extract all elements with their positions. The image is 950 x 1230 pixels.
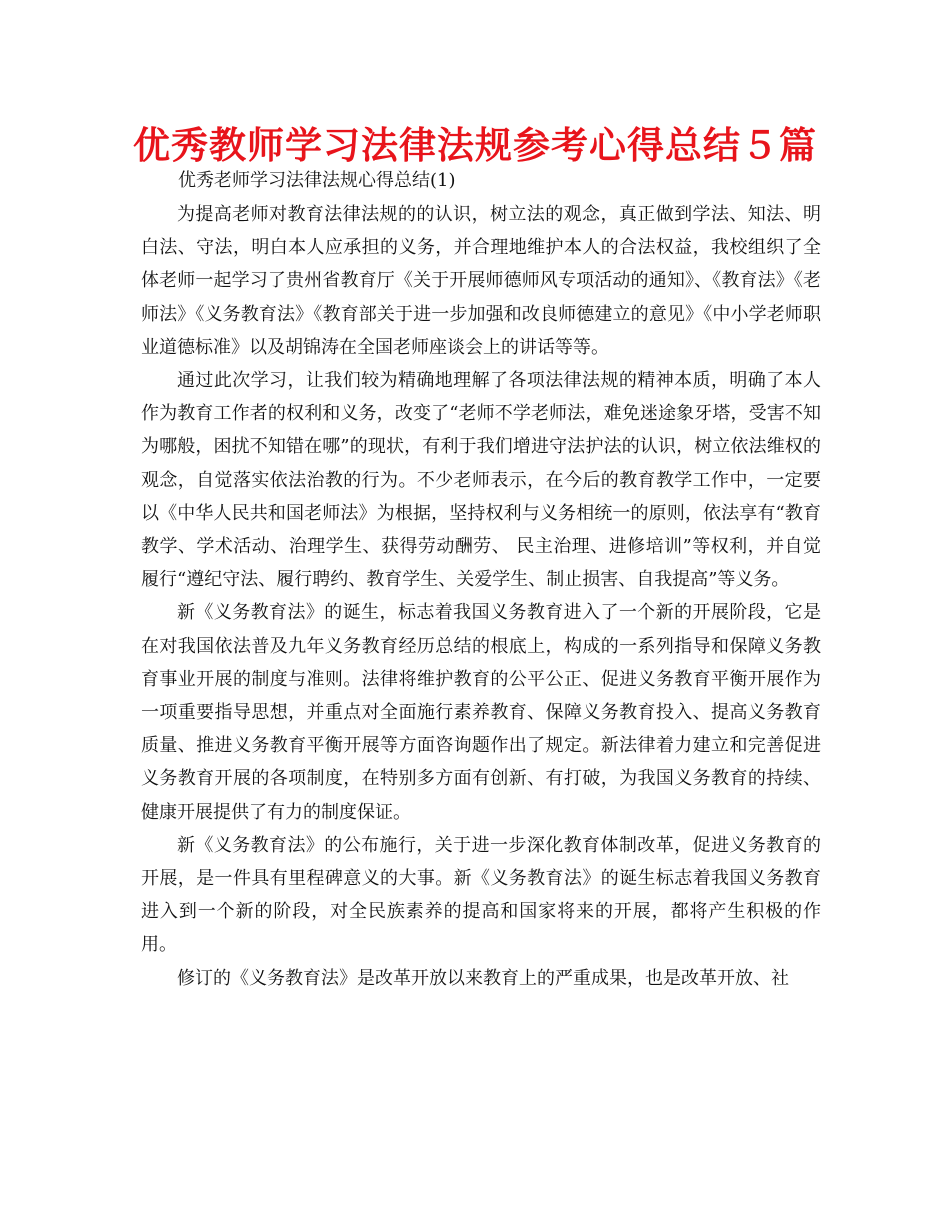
document-subtitle: 优秀老师学习法律法规心得总结(1) [178,170,456,191]
paragraph: 为提高老师对教育法律法规的的认识，树立法的观念，真正做到学法、知法、明白法、守法，明白本人应承担的义务，并合理地维护本人的合法权益，我校组织了全体老师一起学习了贵州省教育厅《关于开展师德师风专项活动的通知》、《教育法》《老师法》《义务教育法》《教育部关于进一步加强和改良师德建立的意见》《中小学老师职业道德标准》以及胡锦涛在全国老师座谈会上的讲话等等。 [141,204,821,358]
paragraph: 新《义务教育法》的诞生，标志着我国义务教育进入了一个新的开展阶段，它是在对我国依法普及九年义务教育经历总结的根底上，构成的一系列指导和保障义务教育事业开展的制度与准则。法律将维护教育的公平公正、促进义务教育平衡开展作为一项重要指导思想，并重点对全面施行素养教育、保障义务教育投入、提高义务教育质量、推进义务教育平衡开展等方面咨询题作出了规定。新法律着力建立和完善促进义务教育开展的各项制度，在特别多方面有创新、有打破，为我国义务教育的持续、健康开展提供了有力的制度保证。 [141,602,821,823]
paragraph: 修订的《义务教育法》是改革开放以来教育上的严重成果，也是改革开放、社 [177,967,789,989]
document-body [141,198,821,995]
document-title: 优秀教师学习法律法规参考心得总结５篇 [133,124,817,167]
paragraph: 新《义务教育法》的公布施行，关于进一步深化教育体制改革，促进义务教育的开展，是一件具有里程碑意义的大事。新《义务教育法》的诞生标志着我国义务教育进入到一个新的阶段，对全民族素养的提高和国家将来的开展，都将产生积极的作用。 [141,834,821,956]
paragraph: 通过此次学习，让我们较为精确地理解了各项法律法规的精神本质，明确了本人作为教育工作者的权利和义务，改变了“老师不学老师法，难免迷途象牙塔，受害不知为哪般，困扰不知错在哪”的现状，有利于我们增进守法护法的认识，树立依法维权的观念，自觉落实依法治教的行为。不少老师表示，在今后的教育教学工作中，一定要以《中华人民共和国老师法》为根据，坚持权利与义务相统一的原则，依法享有“教育教学、学术活动、治理学生、获得劳动酬劳、 民主治理、进修培训”等权利，并自觉履行“遵纪守法、履行聘约、教育学生、关爱学生、制止损害、自我提高”等义务。 [141,370,821,591]
